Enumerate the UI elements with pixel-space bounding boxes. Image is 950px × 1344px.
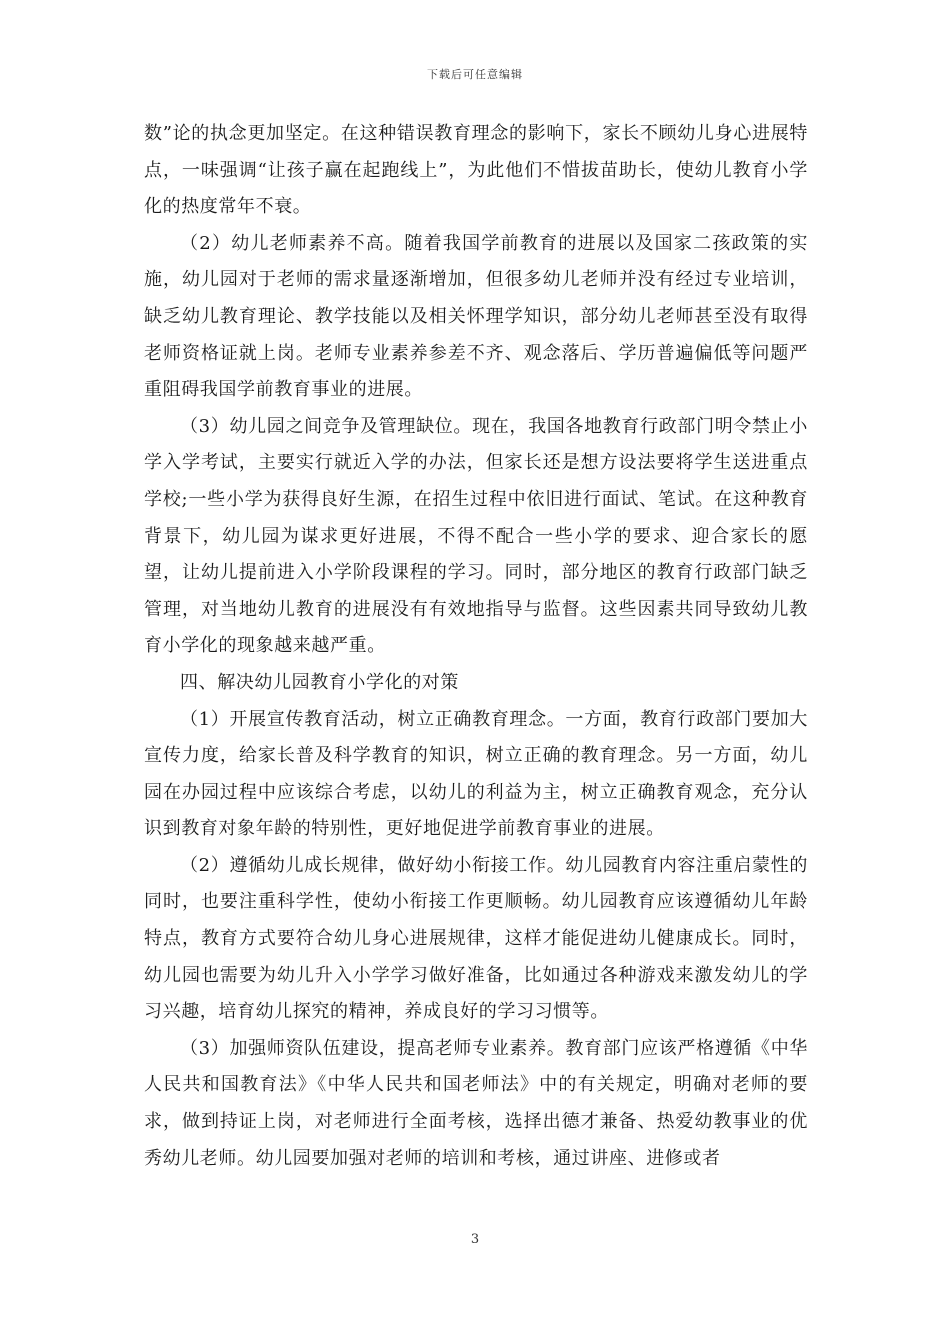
paragraph-teacher-team: （3）加强师资队伍建设，提高老师专业素养。教育部门应该严格遵循《中华人民共和国教育法》《中华人民共和国老师法》中的有关规定，明确对老师的要求，做到持证上岗，对老师进行全面考核，选择出德才兼备、热爱幼教事业的优秀幼儿老师。幼儿园要加强对老师的培训和考核，通过讲座、进修或者 [144, 1037, 808, 1169]
paragraph-teacher-quality: （2）幼儿老师素养不高。随着我国学前教育的进展以及国家二孩政策的实施，幼儿园对于老师的需求量逐渐增加，但很多幼儿老师并没有经过专业培训，缺乏幼儿教育理论、教学技能以及相关怀理学知识，部分幼儿老师甚至没有取得老师资格证就上岗。老师专业素养参差不齐、观念落后、学历普遍偏低等问题严重阻碍我国学前教育事业的进展。 [144, 232, 808, 401]
paragraph-continuation: 数”论的执念更加坚定。在这种错误教育理念的影响下，家长不顾幼儿身心进展特点，一味强调“让孩子赢在起跑线上”，为此他们不惜拔苗助长，使幼儿教育小学化的热度常年不衰。 [144, 123, 808, 218]
page-number: 3 [470, 1232, 480, 1247]
paragraph-competition-management: （3）幼儿园之间竞争及管理缺位。现在，我国各地教育行政部门明令禁止小学入学考试，主要实行就近入学的办法，但家长还是想方设法要将学生送进重点学校;一些小学为获得良好生源，在招生过程中依旧进行面试、笔试。在这种教育背景下，幼儿园为谋求更好进展，不得不配合一些小学的要求、迎合家长的愿望，让幼儿提前进入小学阶段课程的学习。同时，部分地区的教育行政部门缺乏管理，对当地幼儿教育的进展没有有效地指导与监督。这些因素共同导致幼儿教育小学化的现象越来越严重。 [144, 415, 808, 657]
document-body [144, 116, 808, 1177]
paragraph-growth-rules: （2）遵循幼儿成长规律，做好幼小衔接工作。幼儿园教育内容注重启蒙性的同时，也要注重科学性，使幼小衔接工作更顺畅。幼儿园教育应该遵循幼儿年龄特点，教育方式要符合幼儿身心进展规律，这样才能促进幼儿健康成长。同时，幼儿园也需要为幼儿升入小学学习做好准备，比如通过各种游戏来激发幼儿的学习兴趣，培育幼儿探究的精神，养成良好的学习习惯等。 [144, 854, 808, 1023]
page-header: 下载后可任意编辑 [427, 68, 523, 81]
paragraph-publicity-education: （1）开展宣传教育活动，树立正确教育理念。一方面，教育行政部门要加大宣传力度，给家长普及科学教育的知识，树立正确的教育理念。另一方面，幼儿园在办园过程中应该综合考虑，以幼儿的利益为主，树立正确教育观念，充分认识到教育对象年龄的特别性，更好地促进学前教育事业的进展。 [144, 708, 808, 840]
section-heading: 四、解决幼儿园教育小学化的对策 [180, 671, 459, 693]
